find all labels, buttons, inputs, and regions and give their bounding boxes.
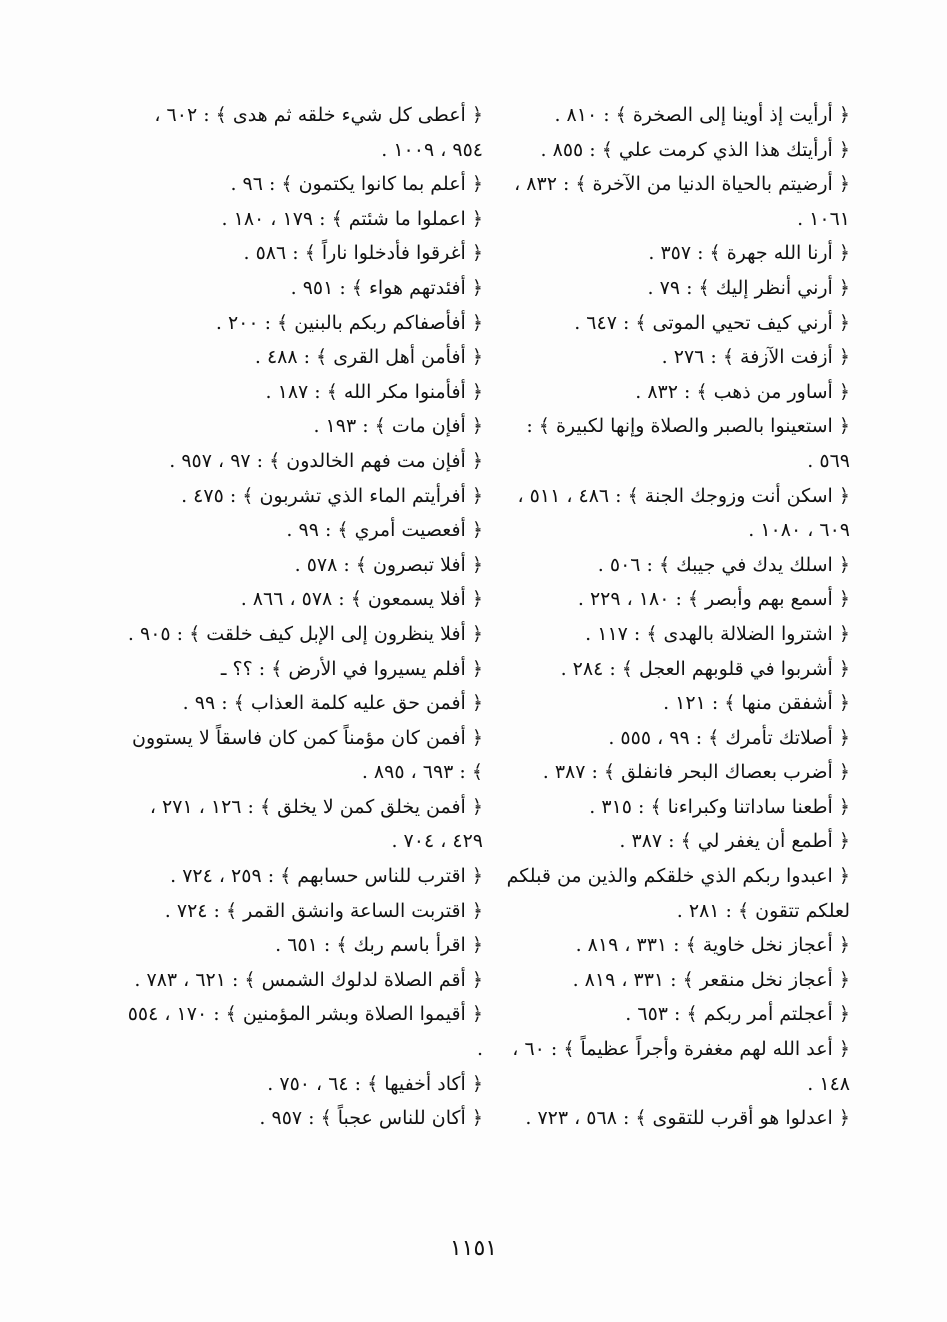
- index-entry: ﴿ اشتروا الضلالة بالهدى ﴾ : ١١٧ .: [585, 622, 850, 645]
- index-entry: ﴿ أفئدتهم هواء ﴾ : ٩٥١ .: [290, 276, 483, 299]
- index-entry: ﴿ أفإن مت فهم الخالدون ﴾ : ٩٧ ، ٩٥٧ .: [169, 449, 483, 472]
- index-entry: ﴿ أفلا يسمعون ﴾ : ٥٧٨ ، ٨٦٦ .: [240, 588, 483, 611]
- index-entry: ﴿ أعجلتم أمر ربكم ﴾ : ٦٥٣ .: [625, 1003, 850, 1026]
- index-entry: ﴿ أقيموا الصلاة وبشر المؤمنين ﴾ : ١٧٠ ، ٥٥٤ .: [127, 1003, 483, 1061]
- index-entry: ﴿ أفمن حق عليه كلمة العذاب ﴾ : ٩٩ .: [182, 692, 483, 715]
- index-entry: ﴿ أطعنا ساداتنا وكبراءنا ﴾ : ٣١٥ .: [589, 795, 850, 818]
- index-entry: ﴿ أفرأيتم الماء الذي تشربون ﴾ : ٤٧٥ .: [181, 484, 483, 507]
- index-entry: ﴿ أفأمن أهل القرى ﴾ : ٤٨٨ .: [254, 346, 483, 369]
- index-entry: ﴿ أفأصفاكم ربكم بالبنين ﴾ : ٢٠٠ .: [215, 311, 483, 334]
- index-entry: ﴿ أفمن يخلق كمن لا يخلق ﴾ : ١٢٦ ، ٢٧١ ، ٤٢٩ ، ٧٠٤ .: [149, 795, 483, 853]
- index-entry: ﴿ أغرقوا فأدخلوا ناراً ﴾ : ٥٨٦ .: [243, 242, 483, 265]
- index-entry: ﴿ اقرأ باسم ربك ﴾ : ٦٥١ .: [275, 934, 483, 957]
- index-entry: ﴿ أكان للناس عجباً ﴾ : ٩٥٧ .: [259, 1107, 483, 1130]
- index-entry: ﴿ أصلاتك تأمرك ﴾ : ٩٩ ، ٥٥٥ .: [608, 726, 850, 749]
- index-entry: ﴿ أعطى كل شيء خلقه ثم هدى ﴾ : ٦٠٢ ، ٩٥٤ ، ١٠٠٩ .: [154, 104, 483, 161]
- index-entry: ﴿ أعد الله لهم مغفرة وأجراً عظيماً ﴾ : ٦٠ ، ١٤٨ .: [512, 1038, 850, 1095]
- index-entry: ﴿ أزفت الآزفة ﴾ : ٢٧٦ .: [661, 346, 850, 369]
- index-entry: ﴿ أسمع بهم وأبصر ﴾ : ١٨٠ ، ٢٢٩ .: [577, 588, 850, 611]
- index-entry: ﴿ أعلم بما كانوا يكتمون ﴾ : ٩٦ .: [230, 173, 483, 196]
- index-entry: ﴿ أفلا ينظرون إلى الإبل كيف خلقت ﴾ : ٩٠٥ .: [127, 622, 483, 645]
- index-entry: ﴿ اعملوا ما شئتم ﴾ : ١٧٩ ، ١٨٠ .: [221, 207, 483, 230]
- index-entry: ﴿ أفمن كان مؤمناً كمن كان فاسقاً لا يستوون ﴾ : ٦٩٣ ، ٨٩٥ .: [132, 726, 483, 784]
- page-number: ١١٥١: [449, 1236, 498, 1261]
- index-entry: ﴿ أرضيتم بالحياة الدنيا من الآخرة ﴾ : ٨٣٢ ، ١٠٦١ .: [514, 173, 850, 230]
- index-entry: ﴿ أشفقن منها ﴾ : ١٢١ .: [663, 692, 850, 715]
- index-column-left: [118, 98, 483, 1136]
- index-entry: ﴿ أفلم يسيروا في الأرض ﴾ : ؟؟ ـ: [220, 657, 483, 680]
- index-column-right: [505, 98, 850, 1136]
- index-entry: ﴿ أفلا تبصرون ﴾ : ٥٧٨ .: [294, 553, 483, 576]
- index-entry: ﴿ أعجاز نخل خاوية ﴾ : ٣٣١ ، ٨١٩ .: [575, 934, 850, 957]
- index-entry: ﴿ اسكن أنت وزوجك الجنة ﴾ : ٤٨٦ ، ٥١١ ، ٦٠٩ ، ١٠٨٠ .: [517, 484, 850, 542]
- index-entry: ﴿ أرأيت إذ أوينا إلى الصخرة ﴾ : ٨١٠ .: [554, 104, 850, 126]
- index-entry: ﴿ أفإن مات ﴾ : ١٩٣ .: [313, 415, 483, 438]
- index-entry: ﴿ استعينوا بالصبر والصلاة وإنها لكبيرة ﴾ : ٥٦٩ .: [526, 415, 850, 472]
- index-entry: ﴿ أعجاز نخل منقعر ﴾ : ٣٣١ ، ٨١٩ .: [572, 968, 850, 991]
- index-entry: ﴿ أشربوا في قلوبهم العجل ﴾ : ٢٨٤ .: [560, 657, 850, 680]
- index-entry: ﴿ أرني أنظر إليك ﴾ : ٧٩ .: [647, 276, 850, 299]
- index-entry: ﴿ اعبدوا ربكم الذي خلقكم والذين من قبلكم لعلكم تتقون ﴾ : ٢٨١ .: [506, 865, 850, 922]
- index-entry: ﴿ أقم الصلاة لدلوك الشمس ﴾ : ٦٢١ ، ٧٨٣ .: [134, 968, 483, 991]
- index-entry: ﴿ أرأيتك هذا الذي كرمت علي ﴾ : ٨٥٥ .: [540, 138, 850, 161]
- index-entry: ﴿ اسلك يدك في جيبك ﴾ : ٥٠٦ .: [597, 553, 850, 576]
- index-entry: ﴿ اعدلوا هو أقرب للتقوى ﴾ : ٥٦٨ ، ٧٢٣ .: [525, 1107, 850, 1130]
- index-entry: ﴿ أفأمنوا مكر الله ﴾ : ١٨٧ .: [265, 380, 483, 403]
- index-entry: ﴿ اقتربت الساعة وانشق القمر ﴾ : ٧٢٤ .: [164, 899, 483, 922]
- index-entry: ﴿ اقترب للناس حسابهم ﴾ : ٢٥٩ ، ٧٢٤ .: [170, 865, 483, 888]
- index-entry: ﴿ أرنا الله جهرة ﴾ : ٣٥٧ .: [648, 242, 850, 265]
- index-entry: ﴿ أرني كيف تحيي الموتى ﴾ : ٦٤٧ .: [574, 311, 850, 334]
- index-entry: ﴿ أضرب بعصاك البحر فانفلق ﴾ : ٣٨٧ .: [542, 761, 850, 784]
- index-entry: ﴿ أكاد أخفيها ﴾ : ٦٤ ، ٧٥٠ .: [267, 1072, 483, 1095]
- index-entry: ﴿ أساور من ذهب ﴾ : ٨٣٢ .: [635, 380, 850, 403]
- index-entry: ﴿ أفعصيت أمري ﴾ : ٩٩ .: [286, 519, 483, 542]
- index-entry: ﴿ أطمع أن يغفر لي ﴾ : ٣٨٧ .: [619, 830, 850, 853]
